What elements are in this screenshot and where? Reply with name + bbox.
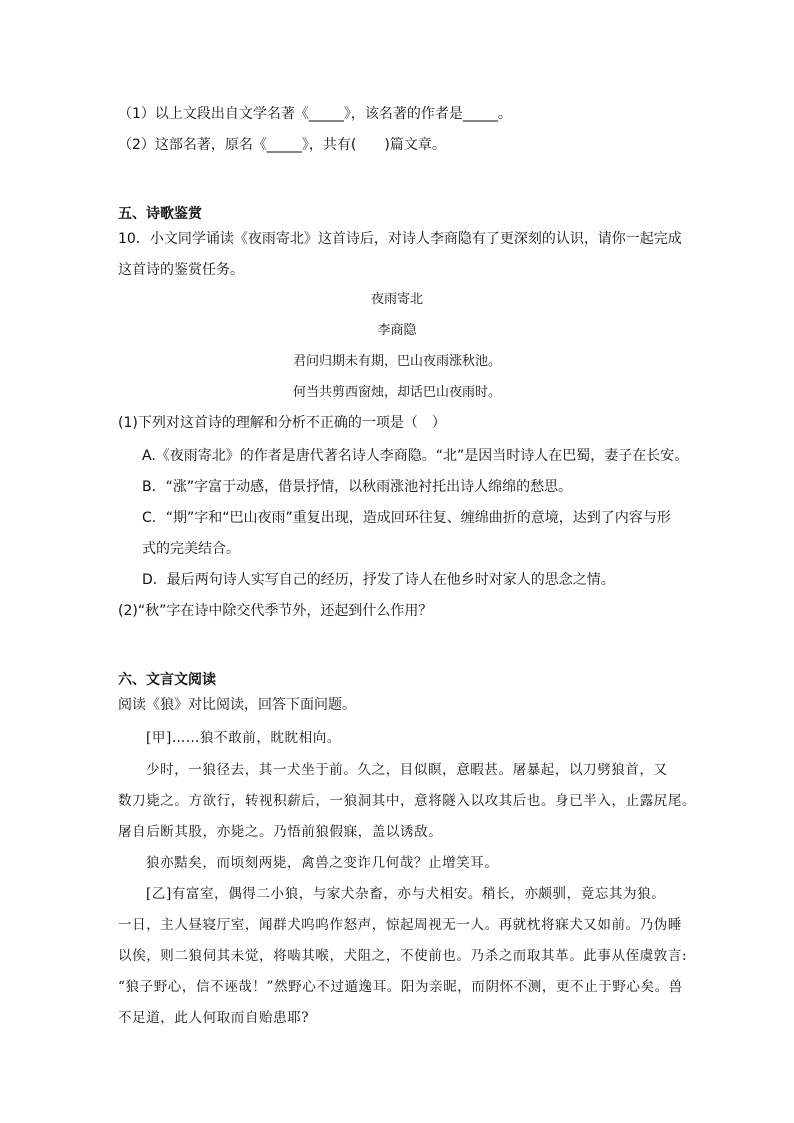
option-b: B．“涨”字富于动感，借景抒情，以秋雨涨池衬托出诗人绵绵的愁思。 (142, 479, 573, 495)
sub-question-1: (1)下列对这首诗的理解和分析不正确的一项是（ ） (118, 415, 446, 431)
sub-question-2: (2)“秋”字在诗中除交代季节外，还起到什么作用？ (118, 603, 433, 619)
poem-title: 夜雨寄北 (370, 292, 423, 307)
passage-yi-line-1: [乙]有富室，偶得二小狼，与家犬杂畜，亦与犬相安。稍长，亦颇驯，竟忘其为狼。 (146, 886, 666, 902)
option-c-cont: 式的完美结合。 (142, 541, 240, 557)
question-10-stem: 10．小文同学诵读《夜雨寄北》这首诗后，对诗人李商隐有了更深刻的认识，请你一起完成 (118, 231, 682, 247)
passage-yi-line-3: 以俟，则二狼伺其未觉，将啮其喉，犬阻之，不使前也。乃杀之而取其革。此事从侄虞敦言: (118, 948, 688, 964)
question-part-1: （1）以上文段出自文学名著《_____》，该名著的作者是_____。 (118, 106, 512, 122)
passage-jia-line-3: 数刀毙之。方欲行，转视积薪后，一狼洞其中，意将隧入以攻其后也。身已半入，止露尻尾。 (118, 793, 697, 809)
passage-jia-line-2: 少时，一狼径去，其一犬坐于前。久之，目似瞑，意暇甚。屠暴起，以刀劈狼首，又 (146, 762, 668, 778)
question-10-stem-cont: 这首诗的鉴赏任务。 (118, 262, 244, 278)
question-part-2: （2）这部名著，原名《_____》，共有( )篇文章。 (118, 137, 446, 153)
option-c: C．“期”字和“巴山夜雨”重复出现，造成回环往复、缠绵曲折的意境，达到了内容与形 (142, 510, 671, 526)
option-d: D．最后两句诗人实写自己的经历，抒发了诗人在他乡时对家人的思念之情。 (142, 572, 615, 588)
section-heading-classical: 六、文言文阅读 (118, 672, 216, 688)
section-heading-poetry: 五、诗歌鉴赏 (118, 206, 202, 222)
option-a: A.《夜雨寄北》的作者是唐代著名诗人李商隐。“北”是因当时诗人在巴蜀，妻子在长安。 (142, 448, 689, 464)
passage-jia-line-1: [甲]……狼不敢前，眈眈相向。 (146, 730, 342, 746)
passage-yi-line-5: 不足道，此人何取而自贻患耶? (118, 1010, 310, 1026)
passage-jia-line-5: 狼亦黠矣，而顷刻两毙，禽兽之变诈几何哉？止增笑耳。 (146, 855, 499, 871)
poem-author: 李商隐 (377, 323, 417, 338)
passage-yi-line-2: 一日，主人昼寝厅室，闻群犬呜呜作怒声，惊起周视无一人。再就枕将寐犬又如前。乃伪睡 (118, 917, 682, 933)
poem-line-2: 何当共剪西窗烛，却话巴山夜雨时。 (292, 385, 501, 400)
passage-jia-line-4: 屠自后断其股，亦毙之。乃悟前狼假寐，盖以诱敌。 (118, 824, 443, 840)
passage-yi-line-4: “狼子野心，信不诬哉！”然野心不过遁逸耳。阳为亲昵，而阴怀不测，更不止于野心矣。兽 (118, 979, 683, 995)
reading-intro: 阅读《狼》对比阅读，回答下面问题。 (118, 697, 356, 713)
poem-line-1: 君问归期未有期，巴山夜雨涨秋池。 (292, 354, 501, 369)
